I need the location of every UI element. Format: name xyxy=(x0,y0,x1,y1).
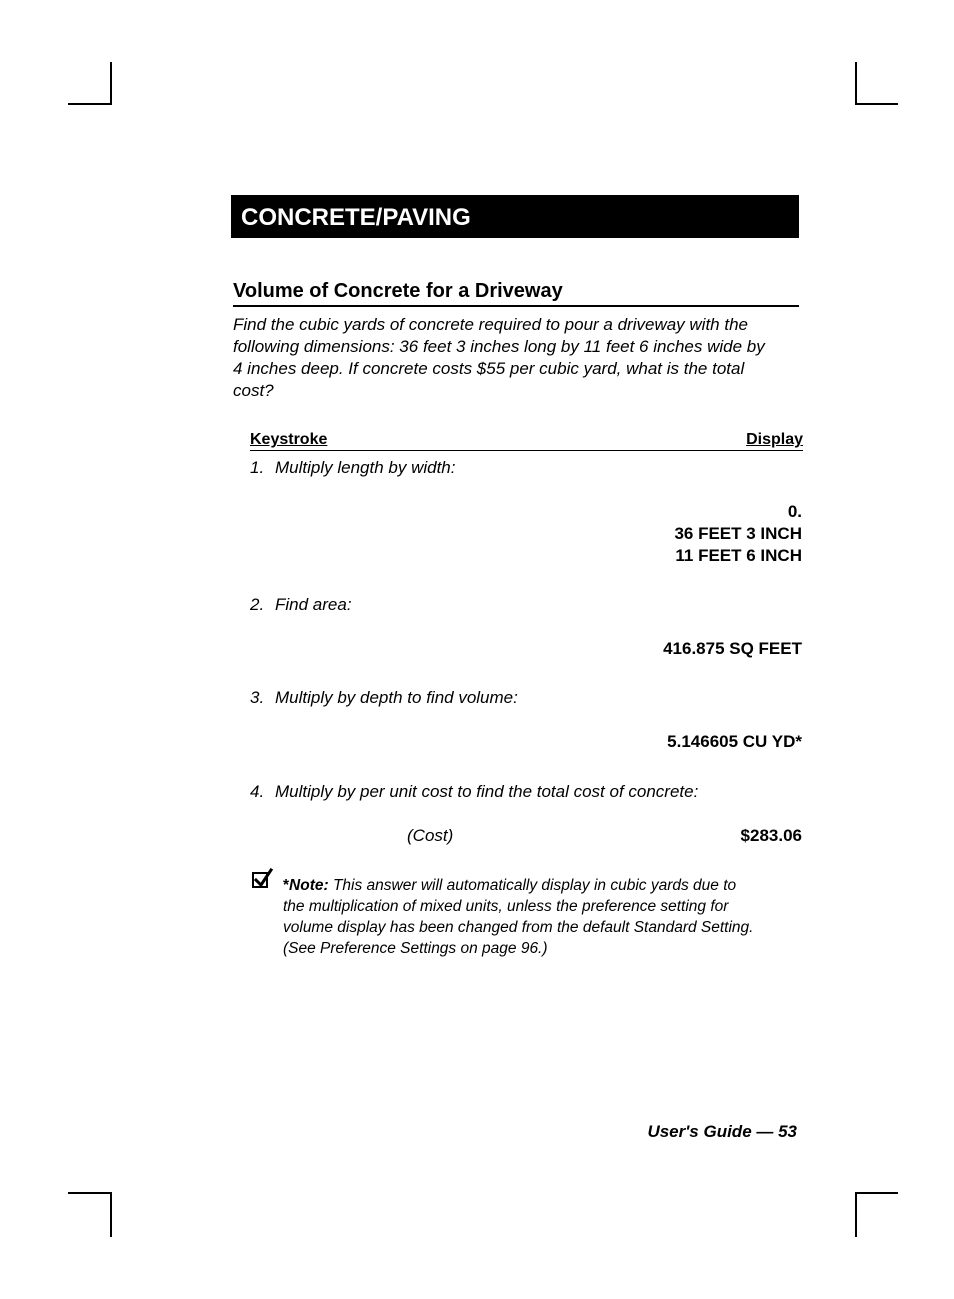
step-2 xyxy=(250,594,352,616)
crop-mark-top-left-h xyxy=(68,103,112,105)
crop-mark-top-right-v xyxy=(855,62,857,105)
note-line xyxy=(283,875,803,896)
step-text: Multiply length by width: xyxy=(275,458,456,477)
step-text: Multiply by depth to find volume: xyxy=(275,688,518,707)
crop-mark-bottom-left-h xyxy=(68,1192,112,1194)
step-number: 3. xyxy=(250,688,265,707)
display-value: 5.146605 CU YD* xyxy=(667,732,802,751)
step-text: Find area: xyxy=(275,595,352,614)
note xyxy=(283,875,803,959)
step-3 xyxy=(250,687,518,709)
intro-paragraph xyxy=(233,314,803,402)
step-text: Multiply by per unit cost to find the total cost of concrete: xyxy=(275,782,699,801)
display-value: 36 FEET 3 INCH xyxy=(674,524,802,543)
intro-line: Find the cubic yards of concrete required to pour a driveway with the xyxy=(233,315,748,334)
display-value: 416.875 SQ FEET xyxy=(663,639,802,658)
note-label: Note: xyxy=(289,877,329,894)
intro-line: cost? xyxy=(233,381,274,400)
display-value: 0. xyxy=(787,502,802,521)
subtitle: Volume of Concrete for a Driveway xyxy=(233,278,799,307)
display-header: Display xyxy=(746,431,803,448)
step-number: 4. xyxy=(250,782,265,801)
cost-label: (Cost) xyxy=(407,826,454,845)
intro-line: following dimensions: 36 feet 3 inches long by 11 feet 6 inches wide by xyxy=(233,337,765,356)
step-4 xyxy=(250,781,698,803)
step-number: 2. xyxy=(250,595,265,614)
keystroke-header: Keystroke xyxy=(250,431,328,448)
step-number: 1. xyxy=(250,458,265,477)
intro-line: 4 inches deep. If concrete costs $55 per cubic yard, what is the total xyxy=(233,359,745,378)
display-value: 11 FEET 6 INCH xyxy=(675,546,802,565)
display-value: $283.06 xyxy=(740,826,802,845)
page-footer: User's Guide — 53 xyxy=(647,1122,797,1141)
note-line: (See Preference Settings on page 96.) xyxy=(283,940,548,957)
table-header xyxy=(250,430,803,451)
crop-mark-bottom-right-v xyxy=(855,1192,857,1237)
crop-mark-bottom-left-v xyxy=(110,1192,112,1237)
step-1 xyxy=(250,457,455,479)
crop-mark-top-right-h xyxy=(855,103,898,105)
section-title-banner xyxy=(231,195,799,238)
note-line: volume display has been changed from the default Standard Setting. xyxy=(283,919,754,936)
crop-mark-bottom-right-h xyxy=(855,1192,898,1194)
section-title: CONCRETE/PAVING xyxy=(241,204,471,231)
note-line: the multiplication of mixed units, unless the preference setting for xyxy=(283,898,729,915)
checkmark-icon xyxy=(252,872,268,888)
note-star: * xyxy=(283,877,290,894)
note-text: This answer will automatically display in cubic yards due to xyxy=(332,877,737,894)
crop-mark-top-left-v xyxy=(110,62,112,105)
